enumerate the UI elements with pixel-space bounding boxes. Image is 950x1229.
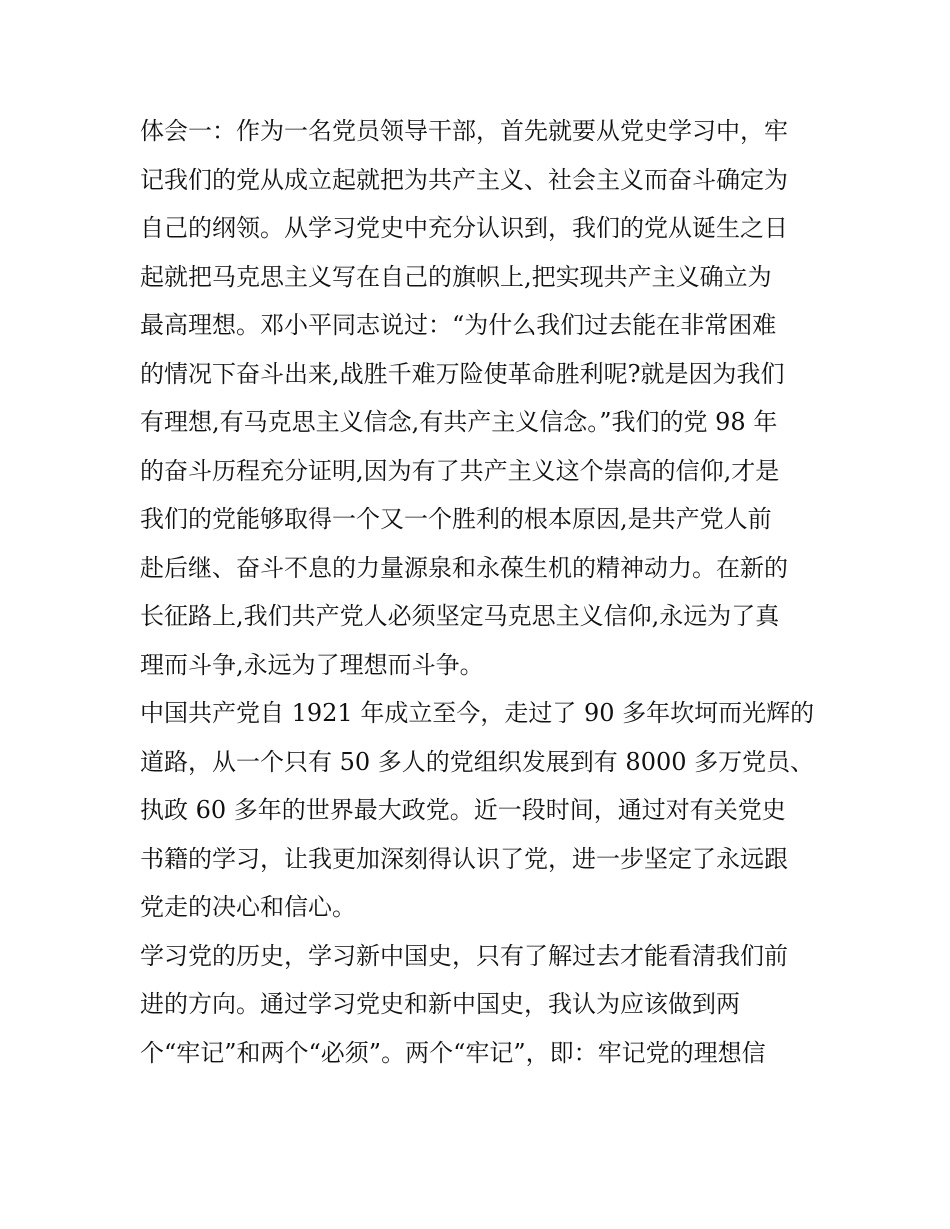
text-line: 长征路上,我们共产党人必须坚定马克思主义信仰,永远为了真 [140,602,780,630]
text-line: 书籍的学习，让我更加深刻得认识了党，进一步坚定了永远跟 [140,844,788,873]
text-line: 中国共产党自 1921 年成立至今，走过了 90 多年坎坷而光辉的 [140,699,815,727]
text-line: 的奋斗历程充分证明,因为有了共产主义这个崇高的信仰,才是 [140,456,780,485]
text-line: 我们的党能够取得一个又一个胜利的根本原因,是共产党人前 [140,505,772,533]
text-line: 理而斗争,永远为了理想而斗争。 [140,650,484,679]
text-line: 学习党的历史，学习新中国史，只有了解过去才能看清我们前 [140,941,788,970]
text-line: 道路，从一个只有 50 多人的党组织发展到有 8000 多万党员、 [140,747,815,776]
text-line: 自己的纲领。从学习党史中充分认识到，我们的党从诞生之日 [140,214,788,242]
text-line: 的情况下奋斗出来,战胜千难万险使革命胜利呢?就是因为我们 [140,359,785,388]
text-line: 进的方向。通过学习党史和新中国史，我认为应该做到两 [140,990,740,1018]
text-line: 起就把马克思主义写在自己的旗帜上,把实现共产主义确立为 [140,262,772,291]
text-line: 有理想,有马克思主义信念,有共产主义信念。”我们的党 98 年 [140,408,778,436]
text-line: 记我们的党从成立起就把为共产主义、社会主义而奋斗确定为 [140,165,788,194]
body-text [140,107,840,1077]
text-line: 赴后继、奋斗不息的力量源泉和永葆生机的精神动力。在新的 [140,553,788,582]
text-line: 最高理想。邓小平同志说过：“为什么我们过去能在非常困难 [140,311,777,339]
text-line: 党走的决心和信心。 [140,893,356,921]
text-line: 个“牢记”和两个“必须”。两个“牢记”，即：牢记党的理想信 [140,1038,766,1067]
text-line: 体会一：作为一名党员领导干部，首先就要从党史学习中，牢 [140,117,788,145]
text-line: 执政 60 多年的世界最大政党。近一段时间，通过对有关党史 [140,796,786,824]
